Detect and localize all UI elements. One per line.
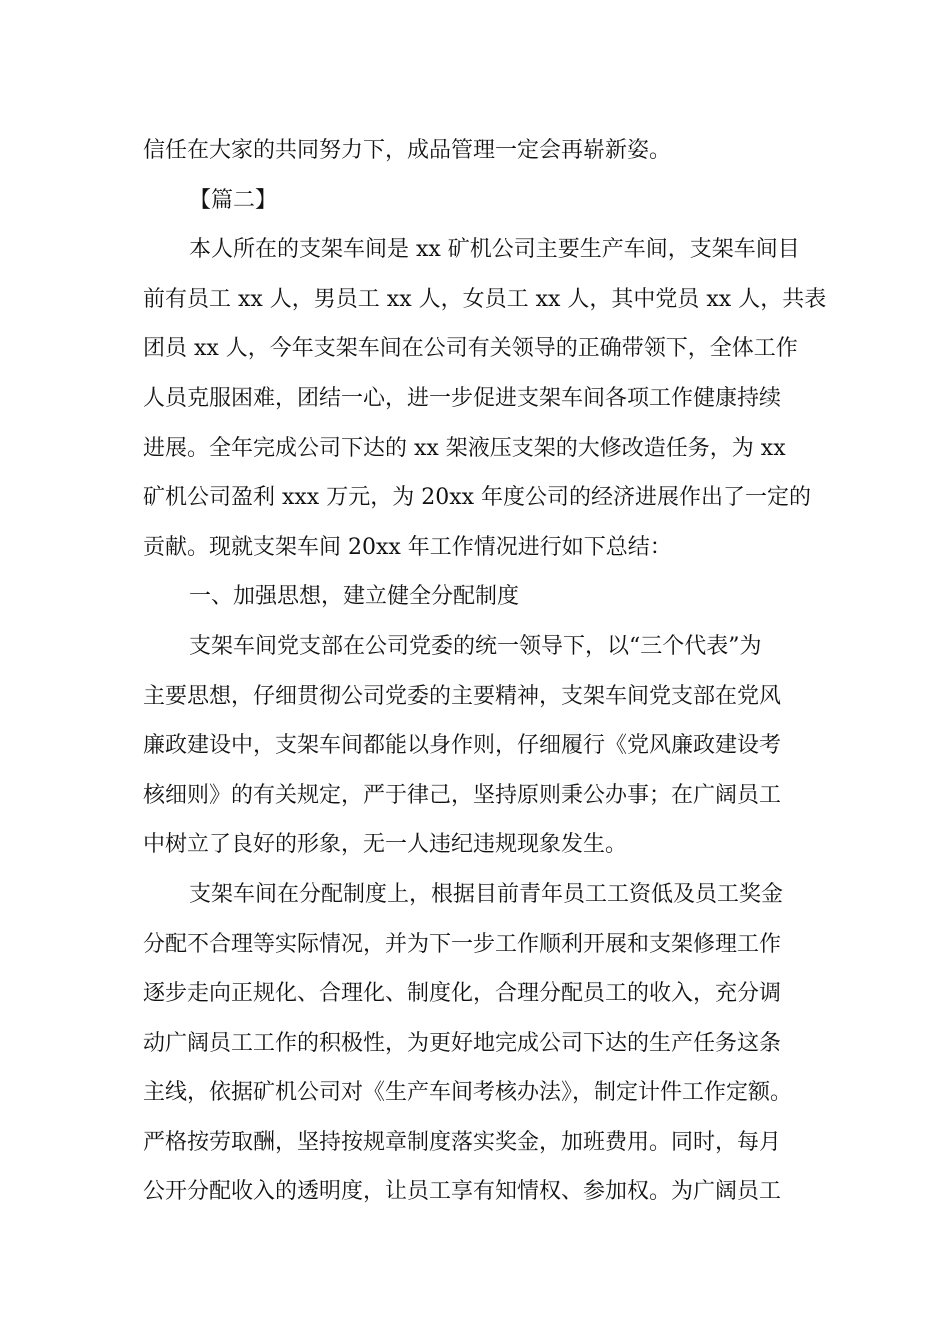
text-line: 支架车间党支部在公司党委的统一领导下，以“三个代表”为 bbox=[189, 633, 762, 659]
text-line: 贡献。现就支架车间 20xx 年工作情况进行如下总结： bbox=[143, 534, 672, 560]
text-line: 支架车间在分配制度上，根据目前青年员工工资低及员工奖金 bbox=[189, 881, 784, 907]
text-line: 团员 xx 人，今年支架车间在公司有关领导的正确带领下，全体工作 bbox=[143, 336, 798, 362]
paragraph bbox=[143, 870, 823, 1217]
text-line: 分配不合理等实际情况，并为下一步工作顺利开展和支架修理工作 bbox=[143, 931, 782, 957]
paragraph bbox=[143, 622, 823, 870]
text-line: 核细则》的有关规定，严于律己，坚持原则秉公办事；在广阔员工 bbox=[143, 782, 782, 808]
text-line: 中树立了良好的形象，无一人违纪违规现象发生。 bbox=[143, 832, 628, 858]
text-line: 本人所在的支架车间是 xx 矿机公司主要生产车间，支架车间目 bbox=[189, 237, 800, 263]
paragraph bbox=[143, 126, 823, 176]
section-heading bbox=[143, 176, 823, 226]
document-body bbox=[143, 126, 827, 1217]
text-line: 信任在大家的共同努力下，成品管理一定会再崭新姿。 bbox=[143, 138, 672, 163]
text-line: 廉政建设中，支架车间都能以身作则，仔细履行《党风廉政建设考 bbox=[143, 733, 782, 759]
text-line: 一、加强思想，建立健全分配制度 bbox=[189, 584, 520, 610]
text-line: 主要思想，仔细贯彻公司党委的主要精神，支架车间党支部在党风 bbox=[143, 683, 782, 709]
text-line: 前有员工 xx 人，男员工 xx 人，女员工 xx 人，其中党员 xx 人，共表 bbox=[143, 286, 827, 312]
text-line: 【篇二】 bbox=[189, 187, 278, 213]
text-line: 严格按劳取酬，坚持按规章制度落实奖金，加班费用。同时，每月 bbox=[143, 1129, 782, 1155]
text-line: 矿机公司盈利 xxx 万元，为 20xx 年度公司的经济进展作出了一定的 bbox=[143, 485, 812, 511]
text-line: 进展。全年完成公司下达的 xx 架液压支架的大修改造任务，为 xx bbox=[143, 435, 786, 461]
text-line: 人员克服困难，团结一心，进一步促进支架车间各项工作健康持续 bbox=[143, 385, 782, 411]
text-line: 公开分配收入的透明度，让员工享有知情权、参加权。为广阔员工 bbox=[143, 1179, 782, 1205]
paragraph bbox=[143, 225, 827, 572]
subsection-heading bbox=[143, 572, 823, 622]
text-line: 逐步走向正规化、合理化、制度化，合理分配员工的收入，充分调 bbox=[143, 981, 782, 1007]
text-line: 主线，依据矿机公司对《生产车间考核办法》，制定计件工作定额。 bbox=[143, 1080, 793, 1106]
text-line: 动广阔员工工作的积极性，为更好地完成公司下达的生产任务这条 bbox=[143, 1030, 782, 1056]
